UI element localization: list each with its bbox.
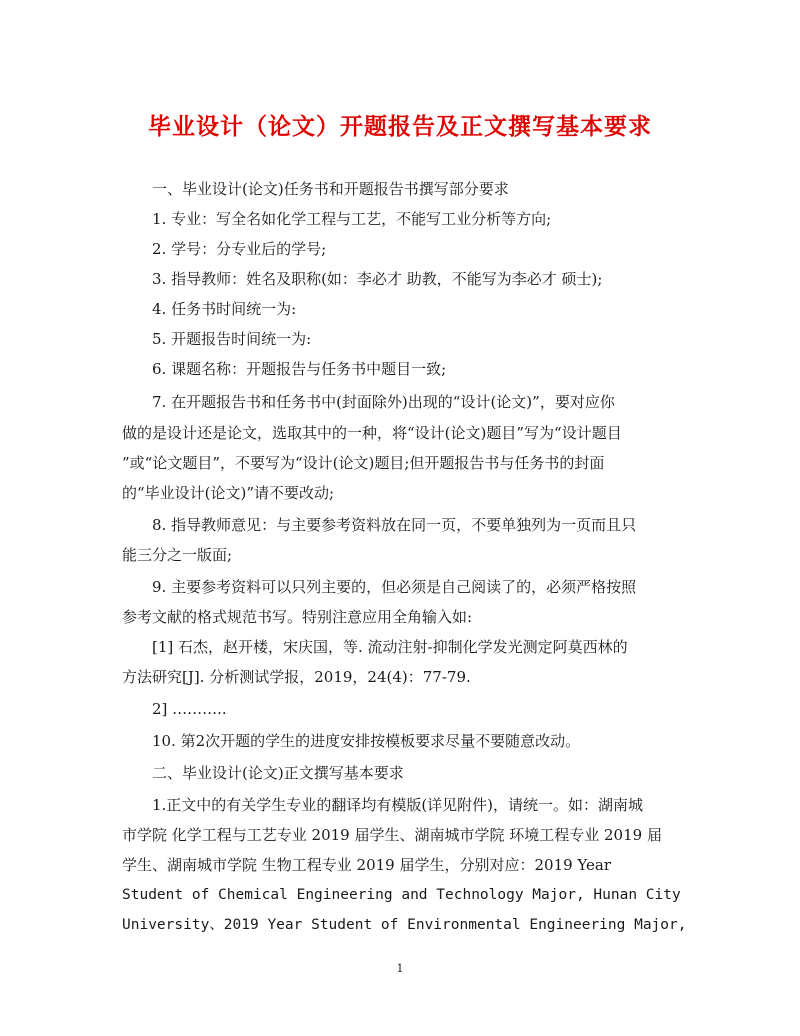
paragraph-line: 1.正文中的有关学生专业的翻译均有模版(详见附件)，请统一。如：湖南城	[152, 796, 644, 814]
paragraph-line: 9. 主要参考资料可以只列主要的，但必须是自己阅读了的，必须严格按照	[152, 578, 637, 596]
paragraph-line: 能三分之一版面;	[122, 546, 233, 564]
reference-line: 2] ………..	[152, 700, 227, 718]
paragraph-line: ”或“论文题目”，不要写为“设计(论文)题目;但开题报告书与任务书的封面	[122, 454, 605, 472]
paragraph-line: 5. 开题报告时间统一为:	[152, 330, 312, 348]
paragraph-line: 8. 指导教师意见：与主要参考资料放在同一页，不要单独列为一页而且只	[152, 516, 637, 534]
paragraph-line: 1. 专业：写全名如化学工程与工艺，不能写工业分析等方向;	[152, 210, 552, 228]
reference-line: 方法研究[J]. 分析测试学报，2019，24(4)：77-79.	[122, 668, 471, 686]
paragraph-line: Student of Chemical Engineering and Technology Major, Hunan City	[122, 887, 681, 903]
paragraph-line: University、2019 Year Student of Environmental Engineering Major,	[122, 917, 687, 933]
paragraph-line: 学生、湖南城市学院 生物工程专业 2019 届学生，分别对应：2019 Year	[122, 856, 612, 874]
paragraph-line: 的“毕业设计(论文)”请不要改动;	[122, 484, 335, 502]
paragraph-line: 4. 任务书时间统一为:	[152, 300, 297, 318]
paragraph-line: 6. 课题名称：开题报告与任务书中题目一致;	[152, 360, 447, 378]
paragraph-line: 7. 在开题报告书和任务书中(封面除外)出现的“设计(论文)”，要对应你	[152, 393, 615, 411]
paragraph-line: 2. 学号：分专业后的学号;	[152, 240, 327, 258]
paragraph-line: 做的是设计还是论文，选取其中的一种，将“设计(论文)题目”写为“设计题目	[122, 424, 622, 442]
paragraph-line: 市学院 化学工程与工艺专业 2019 届学生、湖南城市学院 环境工程专业 2019 届	[122, 826, 662, 844]
paragraph-line: 参考文献的格式规范书写。特别注意应用全角输入如:	[122, 608, 473, 626]
section-heading-1: 一、毕业设计(论文)任务书和开题报告书撰写部分要求	[152, 180, 509, 198]
page-number: 1	[396, 962, 404, 975]
section-heading-2: 二、毕业设计(论文)正文撰写基本要求	[152, 764, 404, 782]
paragraph-line: 3. 指导教师：姓名及职称(如：李必才 助教，不能写为李必才 硕士);	[152, 270, 603, 288]
document-title: 毕业设计（论文）开题报告及正文撰写基本要求	[148, 113, 652, 140]
paragraph-line: 10. 第2次开题的学生的进度安排按模板要求尽量不要随意改动。	[152, 732, 581, 750]
reference-line: [1] 石杰，赵开楼，宋庆国，等. 流动注射-抑制化学发光测定阿莫西林的	[152, 638, 628, 656]
